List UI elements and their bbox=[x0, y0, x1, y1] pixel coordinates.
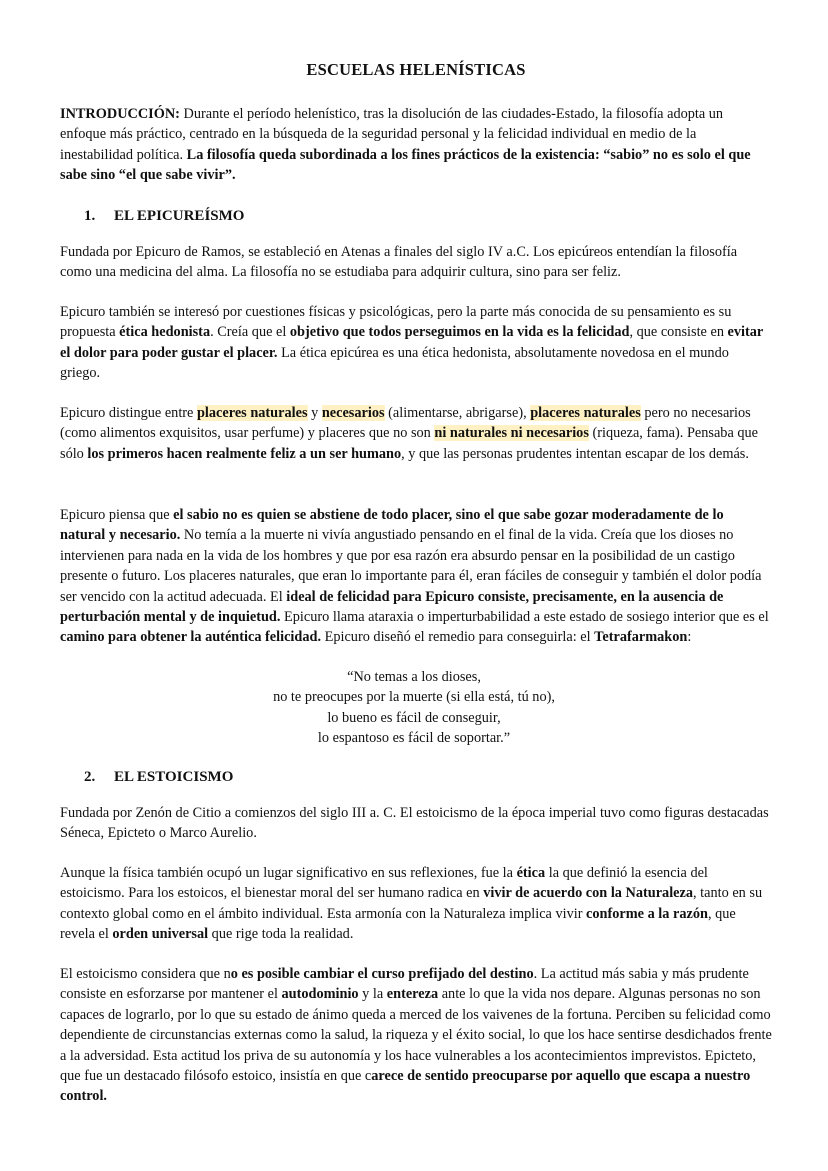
document-title: ESCUELAS HELENÍSTICAS bbox=[306, 60, 526, 79]
bold-text: evitar el dolor para poder gustar el placer. bbox=[60, 324, 764, 361]
bold-text: ideal de felicidad para Epicuro consiste, precisamente, en la ausencia de perturbación mental y de inquietud. bbox=[60, 588, 724, 626]
bold-text: ética bbox=[516, 865, 546, 881]
text-run: y la bbox=[358, 986, 387, 1003]
text-run: La ética epicúrea es una ética hedonista, absolutamente novedosa en el mundo griego. bbox=[60, 344, 729, 382]
epicureismo-paragraph-1: Fundada por Epicuro de Ramos, se estableció en Atenas a finales del siglo IV a.C. Los epicúreos entendían la filosofía como una medicina del alma. La filosofía no se estudiaba para adquirir cultura, sino para ser feliz. bbox=[60, 244, 738, 281]
bold-text: los primeros hacen realmente feliz a un ser humano bbox=[87, 445, 402, 462]
intro-paragraph bbox=[60, 104, 772, 186]
intro-text: Durante el período helenístico, tras la disolución de las ciudades-Estado, la filosofía adopta un enfoque más práctico, centrado en la búsqueda de la seguridad personal y la felicidad individual en medio de la inestabilidad política. bbox=[60, 106, 724, 163]
text-run: Aunque la física también ocupó un lugar significativo en sus reflexiones, fue la bbox=[60, 865, 517, 881]
bold-text: vivir de acuerdo con la Naturaleza bbox=[483, 885, 694, 902]
text-run: (riqueza, fama). Pensaba que sólo bbox=[60, 425, 759, 462]
text-run: , y que las personas prudentes intentan escapar de los demás. bbox=[401, 445, 749, 462]
estoicismo-paragraph-2 bbox=[60, 863, 772, 945]
text-run: No temía a la muerte ni vivía angustiado pensando en el final de la vida. Creía que los dioses no intervienen para nada en la vida de los hombres y que por esa razón era absurdo pensar en la posibilidad de un castigo presente o futuro. Los placeres naturales, que eran lo importante para él, eran fáciles de conseguir y también el dolor podía ser vencido con la actitud adecuada. El bbox=[60, 527, 762, 605]
highlighted-text: ni naturales ni necesarios bbox=[434, 425, 589, 442]
highlighted-text: necesarios bbox=[321, 405, 385, 421]
text-run: El estoicismo considera que n bbox=[60, 966, 231, 982]
bold-text: objetivo que todos perseguimos en la vida es la felicidad bbox=[289, 324, 630, 341]
text-run: ante lo que la vida nos depare. Algunas personas no son capaces de lograrlo, por lo que su estado de ánimo queda a merced de los vaivenes de la fortuna. Perciben su felicidad como dependiente de circunstancias externas como la salud, la riqueza y el éxito social, lo que los hace sentirse desdichados frente a la adversidad. Esta actitud los priva de su autonomía y los hace vulnerables a los acontecimientos imprevistos. Epicteto, que fue un destacado filósofo estoico, insistía en que c bbox=[60, 986, 772, 1085]
text-run: . Creía que el bbox=[210, 324, 290, 341]
section-heading-epicureismo bbox=[84, 206, 244, 226]
text-run: , que consiste en bbox=[629, 324, 728, 341]
bold-text: conforme a la razón bbox=[586, 905, 708, 922]
bold-text: orden universal bbox=[112, 926, 209, 943]
section-number: 1. bbox=[84, 208, 96, 224]
bold-text: camino para obtener la auténtica felicidad. bbox=[60, 629, 322, 646]
text-run: , tanto en su contexto global como en el ámbito individual. Esta armonía con la Naturaleza implica vivir bbox=[60, 885, 763, 922]
intro-bold: La filosofía queda subordinada a los fines prácticos de la existencia: “sabio” no es solo el que sabe sino “el que sabe vivir”. bbox=[60, 146, 751, 184]
bold-text: o es posible cambiar el curso prefijado del destino bbox=[230, 966, 534, 982]
tetrafarmakon-quote bbox=[0, 667, 828, 749]
bold-text: Tetrafarmakon bbox=[594, 629, 688, 646]
bold-text: ética hedonista bbox=[119, 324, 211, 341]
section-heading-estoicismo bbox=[84, 767, 233, 787]
text-run: , que revela el bbox=[60, 905, 736, 943]
text-run: que rige toda la realidad. bbox=[208, 926, 354, 943]
epicureismo-paragraph-2 bbox=[60, 302, 772, 384]
epicureismo-paragraph-4 bbox=[60, 505, 772, 648]
quote-line: “No temas a los dioses, bbox=[347, 669, 481, 685]
text-run: (alimentarse, abrigarse), bbox=[384, 405, 531, 421]
text-run: Epicuro llama ataraxia o imperturbabilidad a este estado de sosiego interior que es el bbox=[280, 609, 769, 626]
bold-text: entereza bbox=[386, 986, 439, 1003]
text-run: : bbox=[687, 629, 692, 646]
quote-line: no te preocupes por la muerte (si ella está, tú no), bbox=[273, 689, 555, 706]
text-run: la que definió la esencia del estoicismo. Para los estoicos, el bienestar moral del ser humano radica en bbox=[60, 865, 708, 902]
highlighted-text: placeres naturales bbox=[196, 405, 308, 421]
estoicismo-paragraph-3 bbox=[60, 964, 772, 1107]
estoicismo-paragraph-1: Fundada por Zenón de Citio a comienzos del siglo III a. C. El estoicismo de la época imperial tuvo como figuras destacadas Séneca, Epicteto o Marco Aurelio. bbox=[60, 805, 769, 842]
text-run: pero no necesarios (como alimentos exquisitos, usar perfume) y placeres que no son bbox=[60, 405, 751, 442]
quote-line: lo bueno es fácil de conseguir, bbox=[327, 709, 501, 726]
section-title: EL ESTOICISMO bbox=[114, 769, 234, 785]
text-run: y bbox=[307, 405, 322, 421]
highlighted-text: placeres naturales bbox=[530, 405, 641, 421]
text-run: Epicuro piensa que bbox=[60, 507, 174, 523]
section-title: EL EPICUREÍSMO bbox=[114, 208, 245, 224]
text-run: Epicuro distingue entre bbox=[60, 405, 197, 421]
epicureismo-paragraph-3 bbox=[60, 403, 772, 464]
quote-line: lo espantoso es fácil de soportar.” bbox=[317, 730, 511, 747]
bold-text: el sabio no es quien se abstiene de todo placer, sino el que sabe gozar moderadamente de lo natural y necesario. bbox=[60, 507, 724, 544]
bold-text: autodominio bbox=[281, 986, 359, 1003]
intro-label: INTRODUCCIÓN: bbox=[60, 106, 180, 122]
bold-text: arece de sentido preocuparse por aquello que escapa a nuestro control. bbox=[60, 1068, 751, 1105]
text-run: Epicuro diseñó el remedio para conseguirla: el bbox=[321, 629, 595, 646]
text-run: Epicuro también se interesó por cuestiones físicas y psicológicas, pero la parte más conocida de su pensamiento es su propuesta bbox=[60, 304, 732, 341]
text-run: . La actitud más sabia y más prudente consiste en esforzarse por mantener el bbox=[60, 966, 749, 1003]
section-number: 2. bbox=[84, 769, 96, 785]
